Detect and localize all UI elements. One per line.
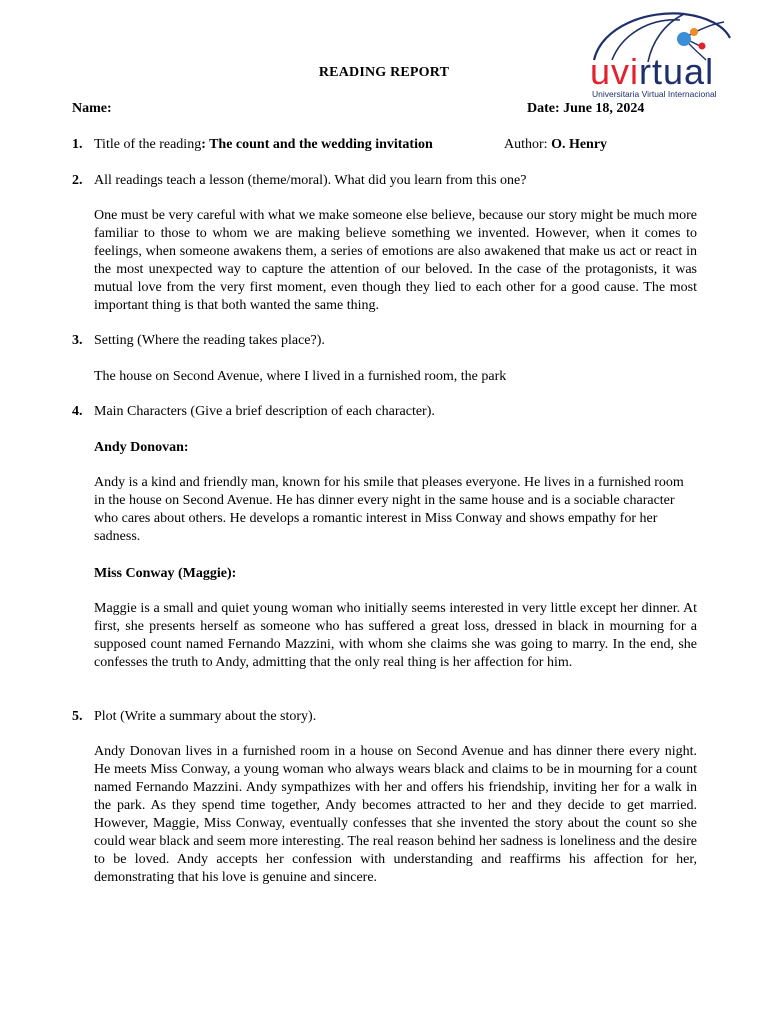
q1-title-line bbox=[94, 137, 433, 153]
logo-word-uvi: uvi bbox=[590, 51, 640, 92]
item-number-2: 2. bbox=[72, 173, 83, 188]
q5-question: Plot (Write a summary about the story). bbox=[94, 709, 317, 724]
author-label: Author: bbox=[504, 137, 552, 152]
logo-word-rtual: rtual bbox=[639, 51, 715, 92]
q3-question: Setting (Where the reading takes place?). bbox=[94, 333, 325, 348]
q5-answer: Andy Donovan lives in a furnished room in a house on Second Avenue and has dinner there every night. He meets Miss Conway, a young woman who always wears black and claims to be in mourning for a count named Fernando Mazzini. Andy sympathizes with her and offers his friendship, inviting her for a walk in the park. As they spend time together, Andy becomes attracted to her and they decide to get married. However, Maggie, Miss Conway, eventually confesses that she invented the story about the count so she could wear black and seem more interesting. The real reason behind her sadness is loneliness and the desire to be loved. Andy accepts her confession with understanding and reaffirms his affection for her, demonstrating that his love is genuine and sincere. bbox=[94, 744, 697, 885]
name-label: Name: bbox=[72, 101, 112, 116]
item-number-5: 5. bbox=[72, 709, 83, 724]
item-number-3: 3. bbox=[72, 333, 83, 348]
q1-author-line bbox=[504, 137, 607, 153]
character-2-description: Maggie is a small and quiet young woman who initially seems interested in very little except her dinner. At first, she presents herself as someone who has suffered a great loss, dressed in black in mourning for a supposed count named Fernando Mazzini, with whom she claims she was going to marry. In the end, she confesses the truth to Andy, admitting that the only real thing is her affection for him. bbox=[94, 601, 697, 670]
q4-question: Main Characters (Give a brief description of each character). bbox=[94, 404, 435, 419]
author-name: O. Henry bbox=[551, 137, 608, 152]
q2-question: All readings teach a lesson (theme/moral). What did you learn from this one? bbox=[94, 173, 527, 188]
item-number-4: 4. bbox=[72, 404, 83, 419]
character-2-name: Miss Conway (Maggie): bbox=[94, 566, 237, 581]
date-label: Date: June 18, 2024 bbox=[527, 101, 645, 116]
q1-prefix: Title of the reading bbox=[94, 137, 202, 152]
page-title: READING REPORT bbox=[318, 65, 450, 80]
logo-subtitle: Universitaria Virtual Internacional bbox=[592, 89, 717, 99]
character-1-description: Andy is a kind and friendly man, known for his smile that pleases everyone. He lives in a furnished room in the house on Second Avenue. He has dinner every night in the same house and is a sociable character who cares about others. He develops a romantic interest in Miss Conway and shows empathy for her sadness. bbox=[94, 475, 684, 544]
uvirtual-logo bbox=[588, 8, 734, 100]
q2-answer: One must be very careful with what we make someone else believe, because our story might be much more familiar to those to whom we are making believe something we invented. However, when it comes to feelings, when someone awakens them, a series of emotions are also awakened that make us act or react in the most unexpected way to capture the attention of our beloved. In the case of the protagonists, it was mutual love from the very first moment, even though they lied to each other for a good cause. The most important thing is that both wanted the same thing. bbox=[94, 208, 697, 313]
q3-answer: The house on Second Avenue, where I lived in a furnished room, the park bbox=[94, 369, 507, 384]
reading-title: : The count and the wedding invitation bbox=[201, 137, 433, 152]
item-number-1: 1. bbox=[72, 137, 83, 152]
character-1-name: Andy Donovan: bbox=[94, 440, 189, 455]
